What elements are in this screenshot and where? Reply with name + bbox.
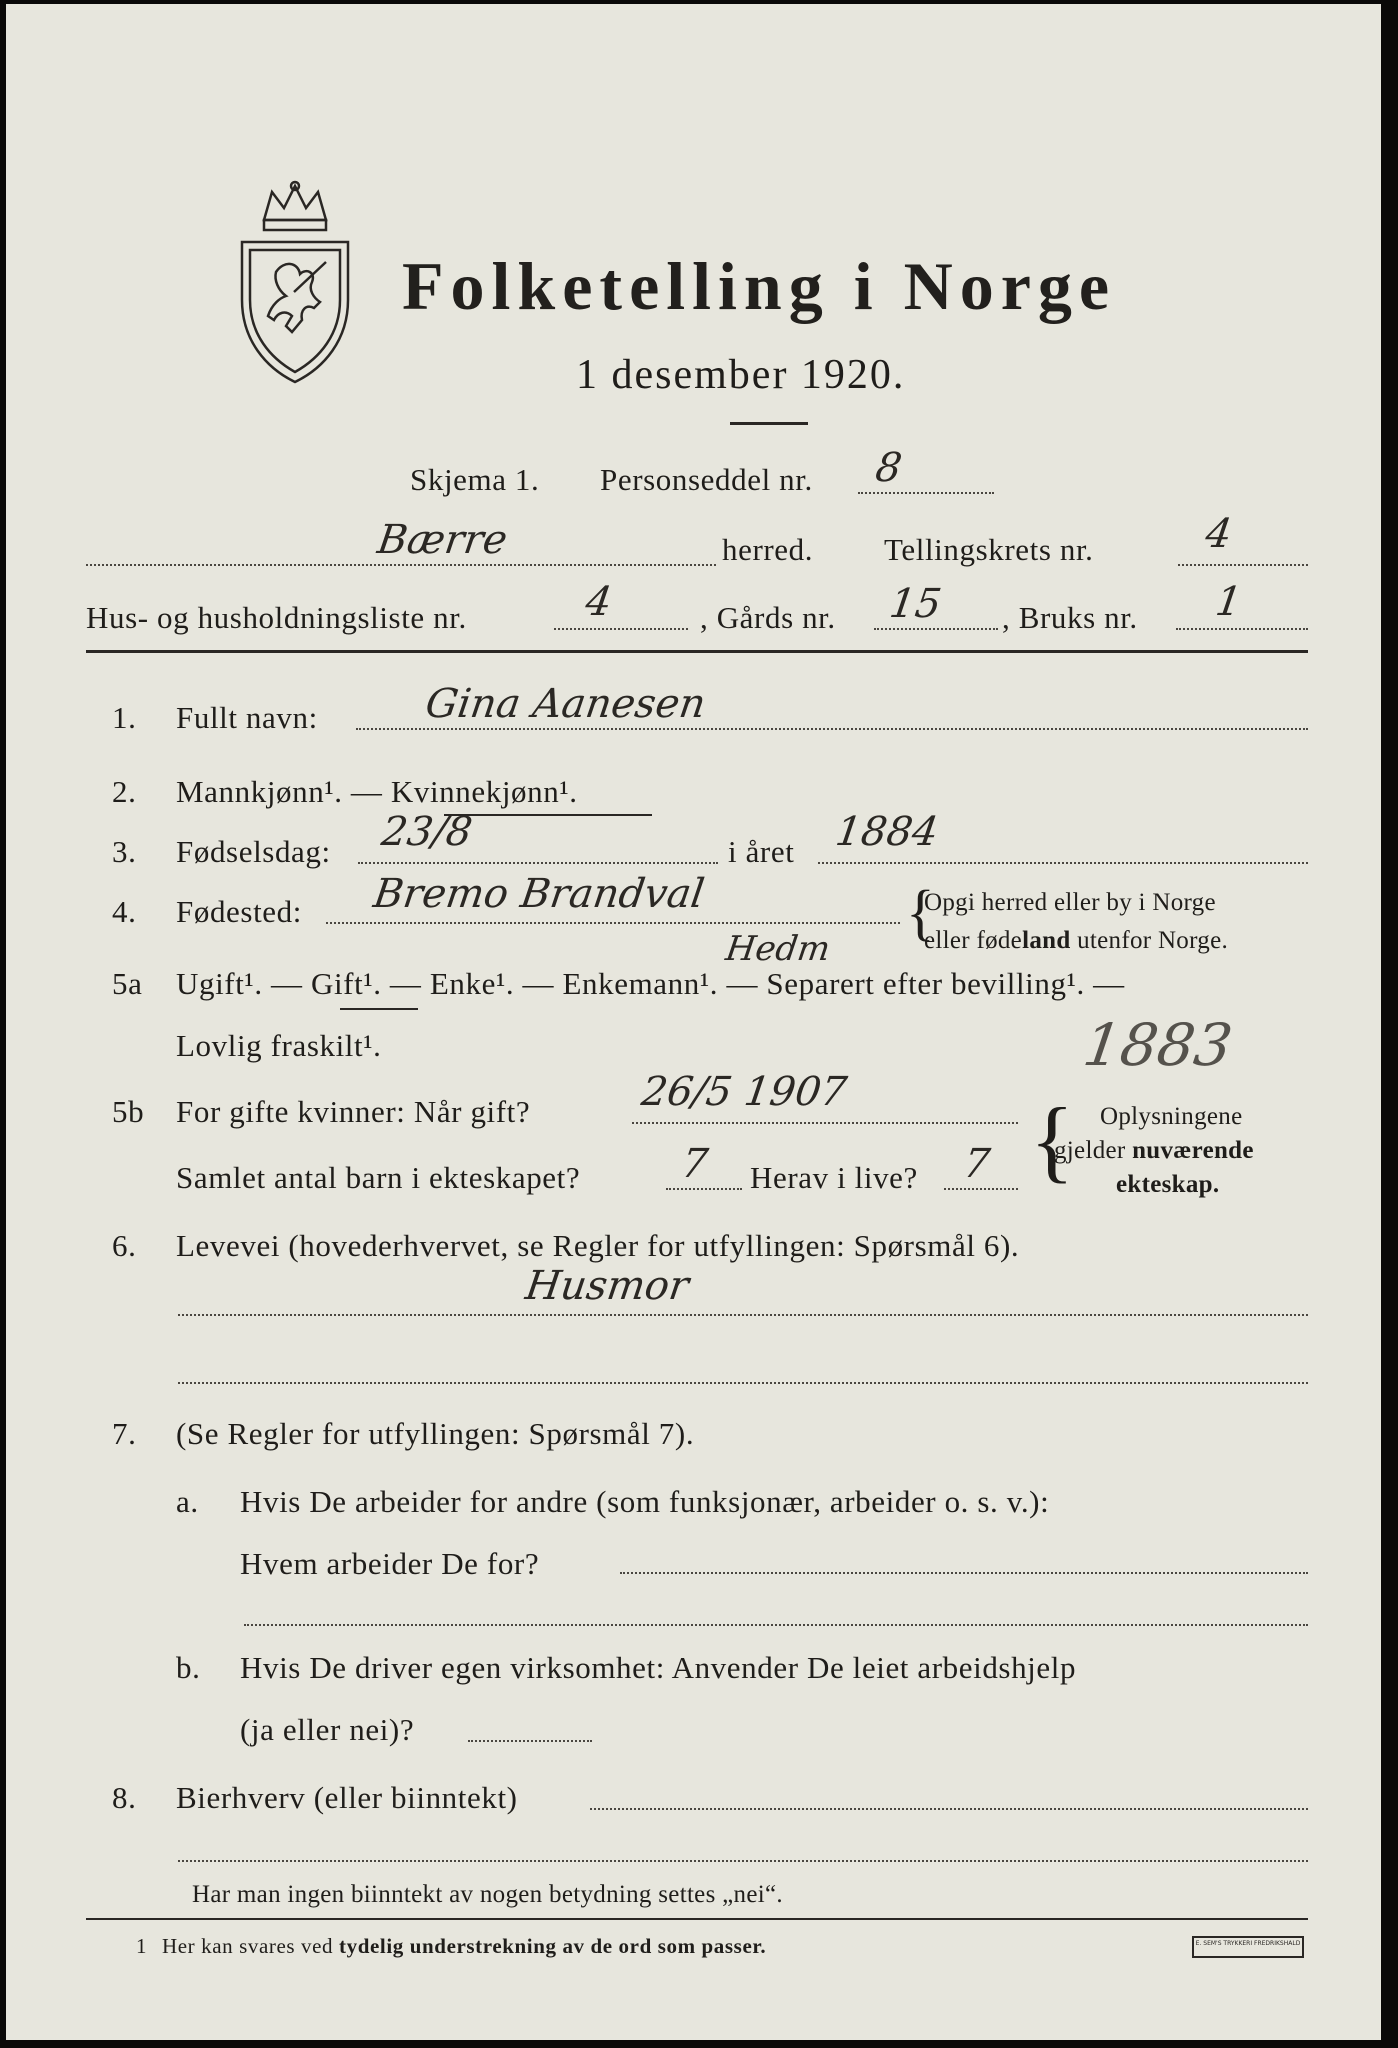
q5b-note-line3: ekteskap.: [1116, 1171, 1220, 1198]
q4-line: [326, 922, 900, 924]
q6-line1: [178, 1314, 1308, 1316]
q5b-label3: Herav i live?: [750, 1160, 918, 1195]
tellingskrets-label: Tellingskrets nr.: [884, 532, 1094, 567]
footnote-divider: [86, 1918, 1308, 1920]
q5b-label2: Samlet antal barn i ekteskapet?: [176, 1160, 581, 1195]
q5b-line1: [632, 1122, 1018, 1124]
gards-value: 15: [886, 581, 945, 627]
q3-year-value: 1884: [832, 809, 942, 855]
q8-answer-line2: [178, 1860, 1308, 1862]
q1-label: Fullt navn:: [176, 700, 318, 735]
personseddel-label: Personseddel nr.: [600, 462, 813, 497]
q8-note: Har man ingen biinntekt av nogen betydning settes „nei“.: [192, 1881, 783, 1908]
q5b-label1: For gifte kvinner: Når gift?: [176, 1094, 531, 1129]
q5a-line1: Ugift¹. — Gift¹. — Enke¹. — Enkemann¹. — Separert efter bevilling¹. —: [176, 966, 1125, 1001]
skjema-label: Skjema 1.: [410, 462, 540, 497]
q7a-line2: Hvem arbeider De for?: [240, 1546, 540, 1581]
q8-label: Bierhverv (eller biinntekt): [176, 1780, 518, 1815]
q1-value: Gina Aanesen: [422, 681, 709, 727]
q4-label: Fødested:: [176, 894, 302, 929]
page-title: Folketelling i Norge: [402, 248, 1117, 324]
q7a-letter: a.: [176, 1484, 199, 1519]
q8-answer-line1: [590, 1808, 1308, 1810]
q5b-value3: 7: [960, 1141, 993, 1187]
q7b-answer-line: [468, 1740, 592, 1742]
q6-line2: [178, 1382, 1308, 1384]
q5a-line2: Lovlig fraskilt¹.: [176, 1028, 382, 1063]
bruks-line: [1176, 628, 1308, 630]
q5b-note-line2: gjelder nuværende: [1054, 1137, 1254, 1164]
q6-value: Husmor: [522, 1263, 692, 1309]
hus-value: 4: [582, 579, 615, 625]
q3-label: Fødselsdag:: [176, 834, 331, 869]
tellingskrets-value: 4: [1202, 511, 1235, 557]
q4-note-line1: Opgi herred eller by i Norge: [924, 889, 1216, 916]
q5a-number: 5a: [112, 966, 143, 1001]
q3-year-label: i året: [728, 834, 795, 869]
footnote-text: Her kan svares ved tydelig understrekning av de ord som passer.: [162, 1934, 767, 1958]
hus-label: Hus- og husholdningsliste nr.: [86, 600, 467, 635]
bruks-value: 1: [1212, 579, 1245, 625]
q5b-value1: 26/5 1907: [638, 1069, 850, 1115]
q6-number: 6.: [112, 1228, 137, 1263]
q1-number: 1.: [112, 700, 137, 735]
q5b-line3: [944, 1188, 1018, 1190]
herred-label: herred.: [722, 532, 814, 567]
q8-number: 8.: [112, 1780, 137, 1815]
q4-note-line2: eller fødeland utenfor Norge.: [924, 927, 1229, 954]
q5b-line2: [666, 1188, 742, 1190]
q1-line: [356, 728, 1308, 730]
herred-line: [86, 564, 716, 566]
q7b-letter: b.: [176, 1650, 201, 1685]
header-divider: [86, 650, 1308, 653]
norway-coat-of-arms-icon: [234, 180, 356, 386]
q3-line: [358, 862, 718, 864]
printer-stamp: [1192, 1936, 1304, 1958]
q4-value-2: Hedm: [723, 929, 833, 969]
q5b-number: 5b: [112, 1094, 145, 1129]
q5b-brace-icon: {: [1030, 1089, 1075, 1191]
q7b-line2: (ja eller nei)?: [240, 1712, 415, 1747]
footnote-mark: 1: [136, 1934, 148, 1958]
q3-year-line: [818, 862, 1308, 864]
census-date: 1 desember 1920.: [576, 352, 906, 398]
q7a-answer-line2: [244, 1624, 1308, 1626]
herred-value: Bærre: [374, 517, 511, 563]
q5b-note-line1: Oplysningene: [1100, 1103, 1243, 1130]
q3-value: 23/8: [378, 809, 476, 855]
title-divider: [730, 422, 808, 425]
q7a-line1: Hvis De arbeider for andre (som funksjonær, arbeider o. s. v.):: [240, 1484, 1050, 1519]
q2-number: 2.: [112, 774, 137, 809]
q7a-answer-line1: [620, 1572, 1308, 1574]
q4-brace-icon: {: [906, 877, 936, 947]
census-form: [6, 4, 1381, 2040]
personseddel-line: [858, 492, 994, 494]
q7-number: 7.: [112, 1416, 137, 1451]
q6-label: Levevei (hovederhvervet, se Regler for utfyllingen: Spørsmål 6).: [176, 1228, 1020, 1263]
q5a-underline: [340, 1008, 418, 1010]
q7b-line1: Hvis De driver egen virksomhet: Anvender De leiet arbeidshjelp: [240, 1650, 1077, 1685]
q3-number: 3.: [112, 834, 137, 869]
hus-line: [554, 628, 688, 630]
q5b-value2: 7: [678, 1141, 711, 1187]
q5a-margin-note: 1883: [1079, 1011, 1237, 1079]
printer-stamp-text: E. SEM'S TRYKKERI FREDRIKSHALD: [1195, 1940, 1301, 1947]
q2-label: Mannkjønn¹. — Kvinnekjønn¹.: [176, 774, 578, 809]
q4-number: 4.: [112, 894, 137, 929]
bruks-label: , Bruks nr.: [1002, 600, 1138, 635]
tellingskrets-line: [1178, 564, 1308, 566]
personseddel-value: 8: [872, 445, 905, 491]
gards-label: , Gårds nr.: [700, 600, 836, 635]
q4-value: Bremo Brandval: [370, 871, 708, 917]
q2-underline: [444, 814, 652, 816]
q7-label: (Se Regler for utfyllingen: Spørsmål 7).: [176, 1416, 695, 1451]
gards-line: [874, 628, 998, 630]
